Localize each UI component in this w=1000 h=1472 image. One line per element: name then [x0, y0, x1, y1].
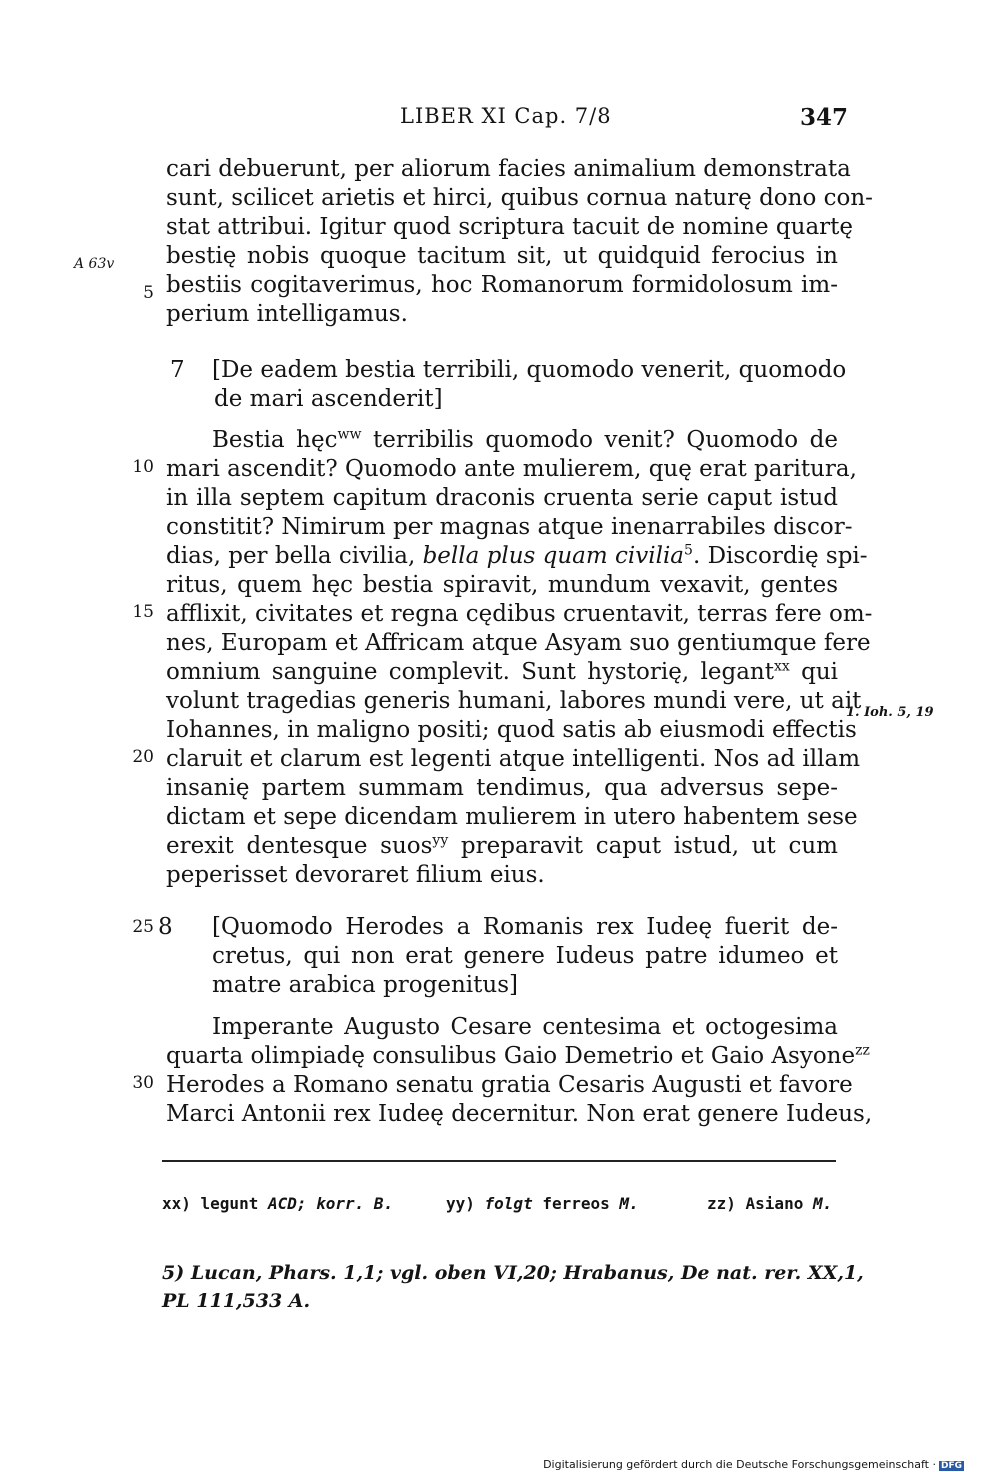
text-line: erexit dentesque suos$^{yy}$ preparavit caput istud, ut cum: [166, 832, 838, 859]
source-footnote: PL 111,533 A.: [162, 1290, 311, 1312]
text-line: stat attribui. Igitur quod scriptura tacuit de nomine quartę: [166, 214, 854, 240]
text-line: bestię nobis quoque tacitum sit, ut quidquid ferocius in: [166, 243, 838, 269]
chapter-heading: [Quomodo Herodes a Romanis rex Iudeę fuerit de-: [212, 914, 838, 940]
section-number: 7: [170, 357, 185, 383]
page-number: 347: [800, 104, 849, 131]
text-line: nes, Europam et Affricam atque Asyam suo gentiumque fere: [166, 630, 871, 656]
text-line: peperisset devoraret filium eius.: [166, 862, 545, 888]
text-line: perium intelligamus.: [166, 301, 408, 327]
chapter-heading: de mari ascenderit]: [214, 386, 443, 412]
chapter-heading: cretus, qui non erat genere Iudeus patre idumeo et: [212, 943, 838, 969]
text-line: ritus, quem hęc bestia spiravit, mundum vexavit, gentes: [166, 572, 838, 598]
running-title: LIBER XI Cap. 7/8: [400, 104, 612, 128]
line-number: 10: [132, 457, 154, 477]
line-number: 25: [132, 917, 154, 937]
line-number: 20: [132, 747, 154, 767]
apparatus-note-zz: zz) Asiano M.: [707, 1194, 833, 1213]
source-footnote: 5) Lucan, Phars. 1,1; vgl. oben VI,20; Hrabanus, De nat. rer. XX,1,: [162, 1262, 864, 1284]
section-number: 8: [158, 914, 173, 940]
text-line: cari debuerunt, per aliorum facies animalium demonstrata: [166, 156, 851, 182]
text-line: Bestia hęc$^{ww}$ terribilis quomodo venit? Quomodo de: [212, 426, 838, 453]
text-line: Herodes a Romano senatu gratia Cesaris Augusti et favore: [166, 1072, 853, 1098]
text-line: afflixit, civitates et regna cędibus cruentavit, terras fere om-: [166, 601, 873, 627]
text-line: claruit et clarum est legenti atque intelligenti. Nos ad illam: [166, 746, 860, 772]
text-line: dictam et sepe dicendam mulierem in utero habentem sese: [166, 804, 858, 830]
text-line: Marci Antonii rex Iudeę decernitur. Non erat genere Iudeus,: [166, 1101, 873, 1127]
apparatus-note-yy: yy) folgt ferreos M.: [446, 1194, 639, 1213]
text-line: mari ascendit? Quomodo ante mulierem, quę erat paritura,: [166, 456, 857, 482]
line-number: 5: [143, 283, 154, 303]
margin-note-left: A 63v: [74, 256, 115, 272]
margin-note-right: 1. Ioh. 5, 19: [846, 705, 934, 720]
apparatus-note-xx: xx) legunt ACD; korr. B.: [162, 1194, 394, 1213]
text-line: insanię partem summam tendimus, qua adversus sepe-: [166, 775, 838, 801]
text-line: sunt, scilicet arietis et hirci, quibus cornua naturę dono con-: [166, 185, 873, 211]
text-line: bestiis cogitaverimus, hoc Romanorum formidolosum im-: [166, 272, 838, 298]
text-line: constitit? Nimirum per magnas atque inenarrabiles discor-: [166, 514, 853, 540]
chapter-heading: matre arabica progenitus]: [212, 972, 518, 998]
digitization-credit: Digitalisierung gefördert durch die Deutsche Forschungsgemeinschaft · DFG: [543, 1458, 962, 1471]
text-line: in illa septem capitum draconis cruenta serie caput istud: [166, 485, 838, 511]
text-line: Imperante Augusto Cesare centesima et octogesima: [212, 1014, 838, 1040]
line-number: 15: [132, 602, 154, 622]
line-number: 30: [132, 1073, 154, 1093]
text-line: volunt tragedias generis humani, labores mundi vere, ut ait: [166, 688, 862, 714]
text-line: omnium sanguine complevit. Sunt hystorię, legant$^{xx}$ qui: [166, 658, 838, 685]
footnote-rule: [162, 1160, 836, 1162]
text-line: Iohannes, in maligno positi; quod satis ab eiusmodi effectis: [166, 717, 857, 743]
dfg-logo: DFG: [940, 1461, 962, 1471]
text-line: dias, per bella civilia, bella plus quam civilia$^5$. Discordię spi-: [166, 542, 868, 569]
chapter-heading: [De eadem bestia terribili, quomodo venerit, quomodo: [212, 357, 847, 383]
text-line: quarta olimpiadę consulibus Gaio Demetrio et Gaio Asyone$^{zz}$: [166, 1042, 870, 1069]
